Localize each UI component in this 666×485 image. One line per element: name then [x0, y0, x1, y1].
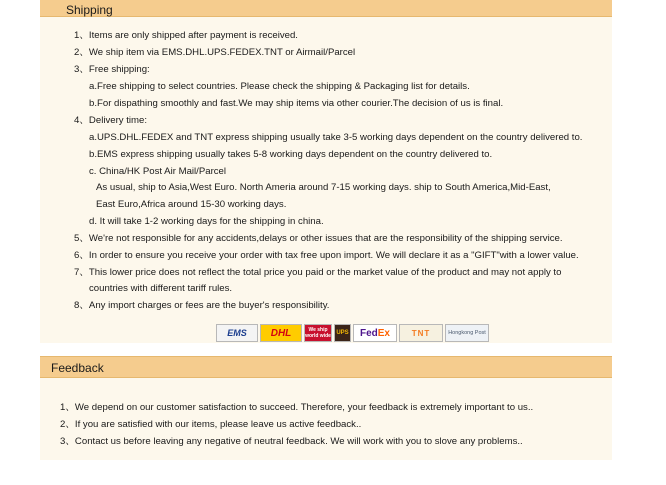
shipping-line-4: 4、Delivery time:	[74, 115, 148, 126]
shipping-line-5: 5、We're not responsible for any accidents,delays or other issues that are the responsibility of the shipping service.	[74, 233, 563, 244]
hongkong-post-logo: Hongkong Post	[445, 324, 489, 342]
feedback-section	[40, 356, 612, 460]
ems-logo: EMS	[216, 324, 258, 342]
shipping-line-2: 2、We ship item via EMS.DHL.UPS.FEDEX.TNT or Airmail/Parcel	[74, 47, 356, 58]
shipping-line-7-cont: countries with different tariff rules.	[89, 283, 233, 294]
fedex-logo-fed: Fed	[359, 327, 378, 339]
shipping-title: Shipping	[66, 3, 113, 17]
shipping-line-3b: b.For dispathing smoothly and fast.We may ship items via other courier.The decision of us is final.	[89, 98, 504, 109]
shipping-line-7: 7、This lower price does not reflect the total price you paid or the market value of the product and may not apply to	[74, 267, 562, 278]
shipping-line-1: 1、Items are only shipped after payment is received.	[74, 30, 298, 41]
ups-logo: UPS	[334, 324, 351, 342]
feedback-header	[40, 356, 612, 378]
fedex-logo-ex: Ex	[377, 327, 390, 339]
shipping-section	[40, 0, 612, 343]
feedback-line-1: 1、We depend on our customer satisfaction to succeed. Therefore, your feedback is extremely important to us..	[60, 402, 534, 413]
feedback-line-3: 3、Contact us before leaving any negative of neutral feedback. We will work with you to slove any problems..	[60, 436, 523, 447]
shipping-line-6: 6、In order to ensure you receive your order with tax free upon import. We will declare it as a "GIFT"with a lower value.	[74, 250, 579, 261]
fedex-logo	[353, 324, 397, 342]
shipping-line-4c-2: East Euro,Africa around 15-30 working days.	[96, 199, 287, 210]
feedback-line-2: 2、If you are satisfied with our items, please leave us active feedback..	[60, 419, 362, 430]
shipping-header	[40, 0, 612, 17]
shipping-line-4c-1: As usual, ship to Asia,West Euro. North Ameria around 7-15 working days. ship to South America,Mid-East,	[96, 182, 551, 193]
courier-logos	[216, 324, 489, 342]
shipping-line-3: 3、Free shipping:	[74, 64, 150, 75]
shipping-line-4c: c. China/HK Post Air Mail/Parcel	[89, 166, 227, 177]
dhl-logo: DHL	[260, 324, 302, 342]
feedback-title: Feedback	[51, 361, 104, 375]
shipping-line-8: 8、Any import charges or fees are the buyer's responsibility.	[74, 300, 330, 311]
shipping-line-4d: d. It will take 1-2 working days for the shipping in china.	[89, 216, 324, 227]
shipping-line-4b: b.EMS express shipping usually takes 5-8 working days dependent on the country delivered to.	[89, 149, 493, 160]
china-post-logo: We ship world wide	[304, 324, 332, 342]
shipping-line-4a: a.UPS.DHL.FEDEX and TNT express shipping usually take 3-5 working days dependent on the country delivered to.	[89, 132, 583, 143]
tnt-logo: TNT	[399, 324, 443, 342]
shipping-line-3a: a.Free shipping to select countries. Please check the shipping & Packaging list for details.	[89, 81, 470, 92]
